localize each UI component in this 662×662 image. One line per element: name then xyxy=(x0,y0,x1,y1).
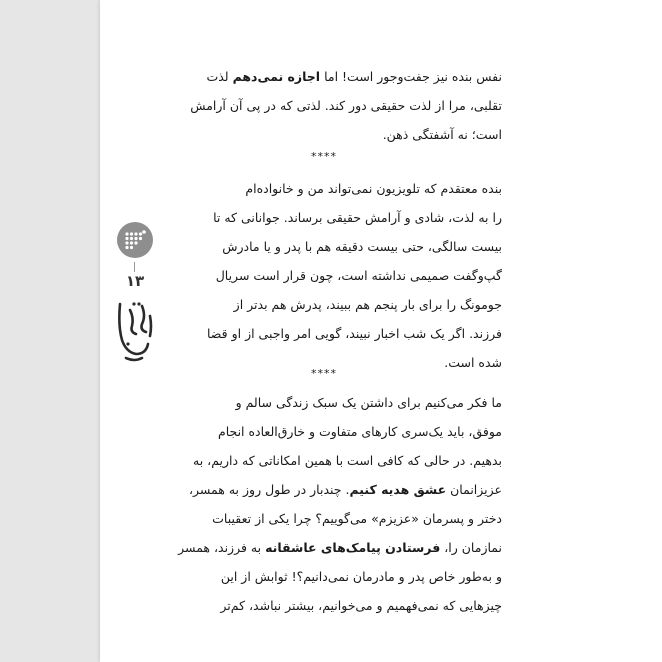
side-divider xyxy=(134,262,135,272)
text-line: موفق، باید یک‌سری کارهای متفاوت و خارق‌العاده انجام xyxy=(217,424,502,439)
section-separator: **** xyxy=(311,367,337,380)
calligraphy-logo xyxy=(112,296,158,366)
text-line: است؛ نه آشفتگی ذهن. xyxy=(382,127,502,142)
text-line: فرزند. اگر یک شب اخبار نبیند، گویی امر واجبی از او قضا xyxy=(206,326,502,341)
text-line: را به لذت، شادی و آرامش حقیقی برساند. جوانانی که تا xyxy=(213,210,502,225)
text-line: تقلبی، مرا از لذت حقیقی دور کند. لذتی که در پی آن آرامش xyxy=(190,98,502,113)
paragraph-2 xyxy=(162,174,502,377)
section-separator: **** xyxy=(311,150,337,163)
text-line: نمازمان را، فرستادن پیامک‌های عاشقانه به فرزند، همسر xyxy=(178,540,502,555)
text-line: ما فکر می‌کنیم برای داشتن یک سبک زندگی سالم و xyxy=(235,395,502,410)
page-number: ۱۳ xyxy=(125,272,145,290)
text-line: عزیزانمان عشق هدیه کنیم. چندبار در طول روز به همسر، xyxy=(188,482,502,497)
text-line: جومونگ را برای بار پنجم هم ببیند، پدرش هم بدتر از xyxy=(233,297,502,312)
text-line: و به‌طور خاص پدر و مادرمان نمی‌دانیم؟! ثوابش از این xyxy=(220,569,502,584)
dots-circle-icon xyxy=(117,222,153,258)
text-line: گپ‌وگفت صمیمی نداشته است، چون قرار است سریال xyxy=(215,268,502,283)
text-line: چیزهایی که نمی‌فهمیم و می‌خوانیم، بیشتر نباشد، کم‌تر xyxy=(220,598,502,613)
text-line: بدهیم. در حالی که کافی است با همین امکاناتی که داریم، به xyxy=(193,453,502,468)
text-line: شده است. xyxy=(444,355,502,370)
text-line: بنده معتقدم که تلویزیون نمی‌تواند من و خانواده‌ام xyxy=(245,181,502,196)
emphasis-text: عشق هدیه کنیم xyxy=(349,482,447,497)
text-line: نفس بنده نیز جفت‌وجور است! اما اجازه نمی‌دهم لذت xyxy=(206,69,502,84)
paragraph-3 xyxy=(162,388,502,620)
text-line: دختر و پسرمان «عزیزم» می‌گوییم؟ چرا یکی از تعقیبات xyxy=(212,511,502,526)
dots-grid-icon xyxy=(117,222,153,258)
emphasis-text: فرستادن پیامک‌های عاشقانه xyxy=(265,540,441,555)
left-gutter xyxy=(0,0,100,662)
paragraph-1 xyxy=(162,62,502,149)
emphasis-text: اجازه نمی‌دهم xyxy=(232,69,321,84)
text-line: بیست سالگی، حتی بیست دقیقه هم با پدر و یا مادرش xyxy=(222,239,502,254)
calligraphy-text: زندگی xyxy=(135,336,138,337)
